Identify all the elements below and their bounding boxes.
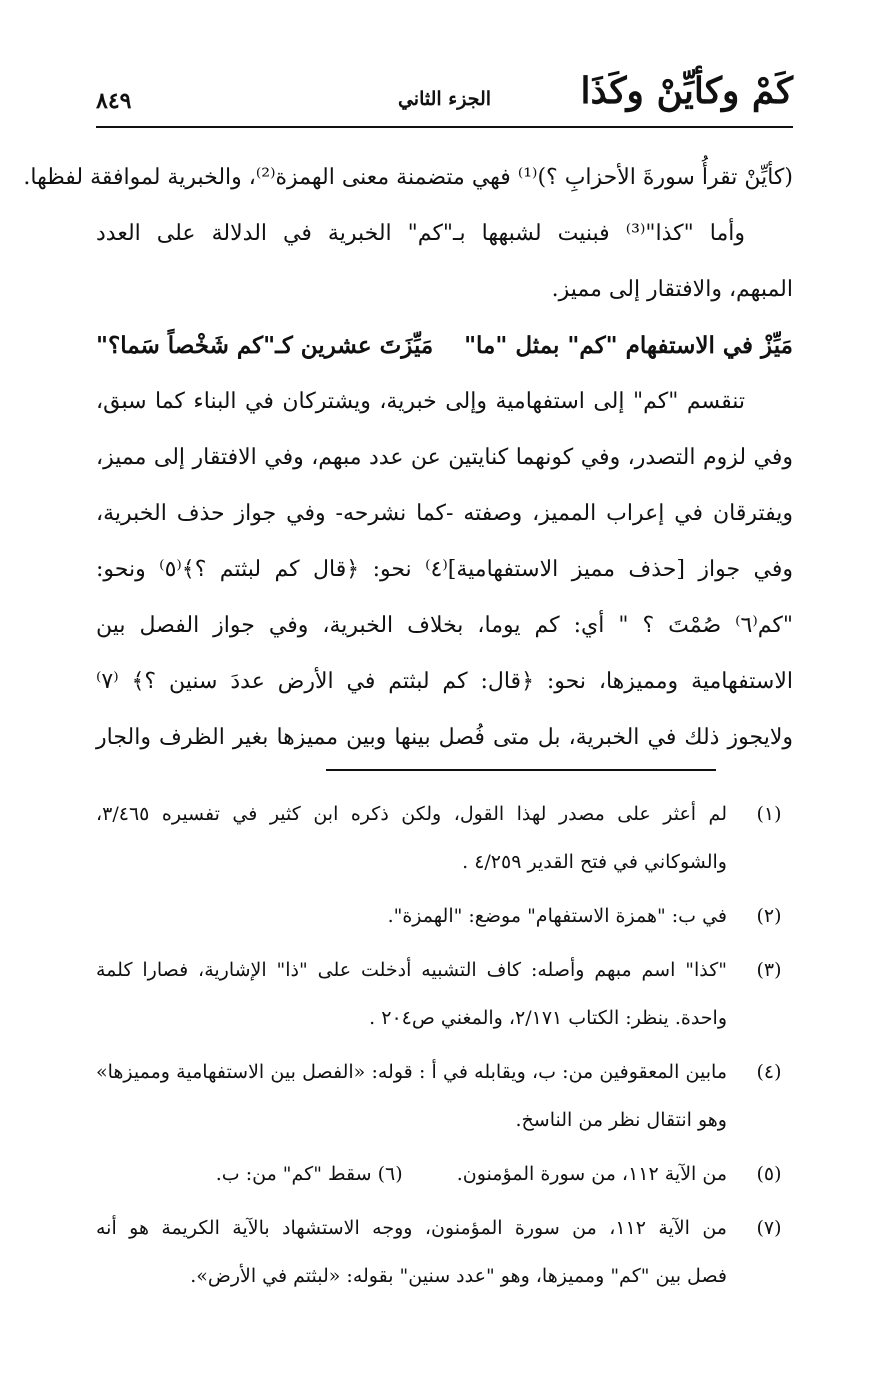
footnote-line: والشوكاني في فتح القدير ٤/٢٥٩ . (462, 851, 727, 873)
footnote (96, 1204, 799, 1300)
footnote-line (96, 1150, 727, 1198)
footnote-number: (٧) (756, 1217, 782, 1239)
footnote-line: في ب: "همزة الاستفهام" موضع: "الهمزة". (387, 905, 727, 927)
footnote-number: (٣) (756, 959, 782, 981)
verse-heading-right: مَيِّزْ في الاستفهام "كم" بمثل "ما" (464, 332, 793, 359)
footnote (96, 1150, 799, 1198)
footnote-line: وهو انتقال نظر من الناسخ. (515, 1109, 727, 1131)
part-label: الجزء الثاني (397, 88, 492, 110)
text-line: الاستفهامية ومميزها، نحو: ﴿قال: كم لبثتم في الأرض عددَ سنين ؟﴾ ⁽٧⁾ (96, 669, 793, 694)
footnote-line: واحدة. ينظر: الكتاب ٢/١٧١، والمغني ص٢٠٤ . (369, 1007, 727, 1029)
footnote-text: من الآية ١١٢، من سورة المؤمنون. (456, 1163, 727, 1185)
page-header (96, 70, 793, 120)
footnote (96, 1048, 799, 1144)
footnote-number: (١) (756, 803, 782, 825)
footnote-rule (326, 769, 716, 771)
footnote-text: سقط "كم" من: ب. (215, 1163, 372, 1185)
chapter-title: كَمْ وكأيِّنْ وكَذَا (580, 70, 793, 112)
footnote-number: (٤) (756, 1061, 782, 1083)
text-line: وأما "كذا"⁽³⁾ فبنيت لشبهها بـ"كم" الخبرية في الدلالة على العدد (96, 221, 745, 246)
text-line: المبهم، والافتقار إلى مميز. (551, 277, 793, 302)
text-line: "كم⁽٦⁾ صُمْتَ ؟ " أي: كم يوما، بخلاف الخبرية، وفي جواز الفصل بين (96, 613, 793, 638)
footnote-line: مابين المعقوفين من: ب، ويقابله في أ : قوله: «الفصل بين الاستفهامية ومميزها» (96, 1061, 727, 1083)
text-line: تنقسم "كم" إلى استفهامية وإلى خبرية، ويشتركان في البناء كما سبق، (96, 389, 745, 414)
text-line: وفي جواز [حذف مميز الاستفهامية]⁽٤⁾ نحو: ﴿قال كم لبثتم ؟﴾⁽٥⁾ ونحو: (96, 557, 793, 582)
text-line: ويفترقان في إعراب المميز، وصفته -كما نشرحه- وفي جواز حذف الخبرية، (96, 501, 793, 526)
footnotes (96, 790, 799, 1306)
footnote-line: "كذا" اسم مبهم وأصله: كاف التشبيه أدخلت على "ذا" الإشارية، فصارا كلمة (96, 959, 727, 981)
footnote (96, 946, 799, 1042)
footnote-number: (٦) (377, 1163, 403, 1185)
footnote (96, 790, 799, 886)
text-line: وفي لزوم التصدر، وفي كونهما كنايتين عن عدد مبهم، وفي الافتقار إلى مميز، (96, 445, 793, 470)
text-line: ولايجوز ذلك في الخبرية، بل متى فُصل بينها وبين مميزها بغير الظرف والجار (96, 725, 793, 750)
header-rule (96, 126, 793, 128)
footnote (96, 892, 799, 940)
footnote-line: فصل بين "كم" ومميزها، وهو "عدد سنين" بقوله: «لبثتم في الأرض». (190, 1265, 727, 1287)
footnote-line: من الآية ١١٢، من سورة المؤمنون، ووجه الاستشهاد بالآية الكريمة هو أنه (96, 1217, 727, 1239)
verse-heading (96, 318, 793, 374)
footnote-line: لم أعثر على مصدر لهذا القول، ولكن ذكره ابن كثير في تفسيره ٣/٤٦٥، (96, 803, 727, 825)
verse-heading-left: مَيِّزَتَ عشرين كـ"كم شَخْصاً سَما؟" (96, 332, 434, 359)
footnote-number: (٢) (756, 905, 782, 927)
page-number: ٨٤٩ (96, 88, 132, 114)
footnote-number: (٥) (756, 1163, 782, 1185)
text-line: (كأيِّنْ تقرأُ سورةَ الأحزابِ ؟)⁽¹⁾ فهي متضمنة معنى الهمزة⁽²⁾، والخبرية لموافقة لفظها. (23, 165, 793, 190)
main-text (23, 150, 793, 766)
